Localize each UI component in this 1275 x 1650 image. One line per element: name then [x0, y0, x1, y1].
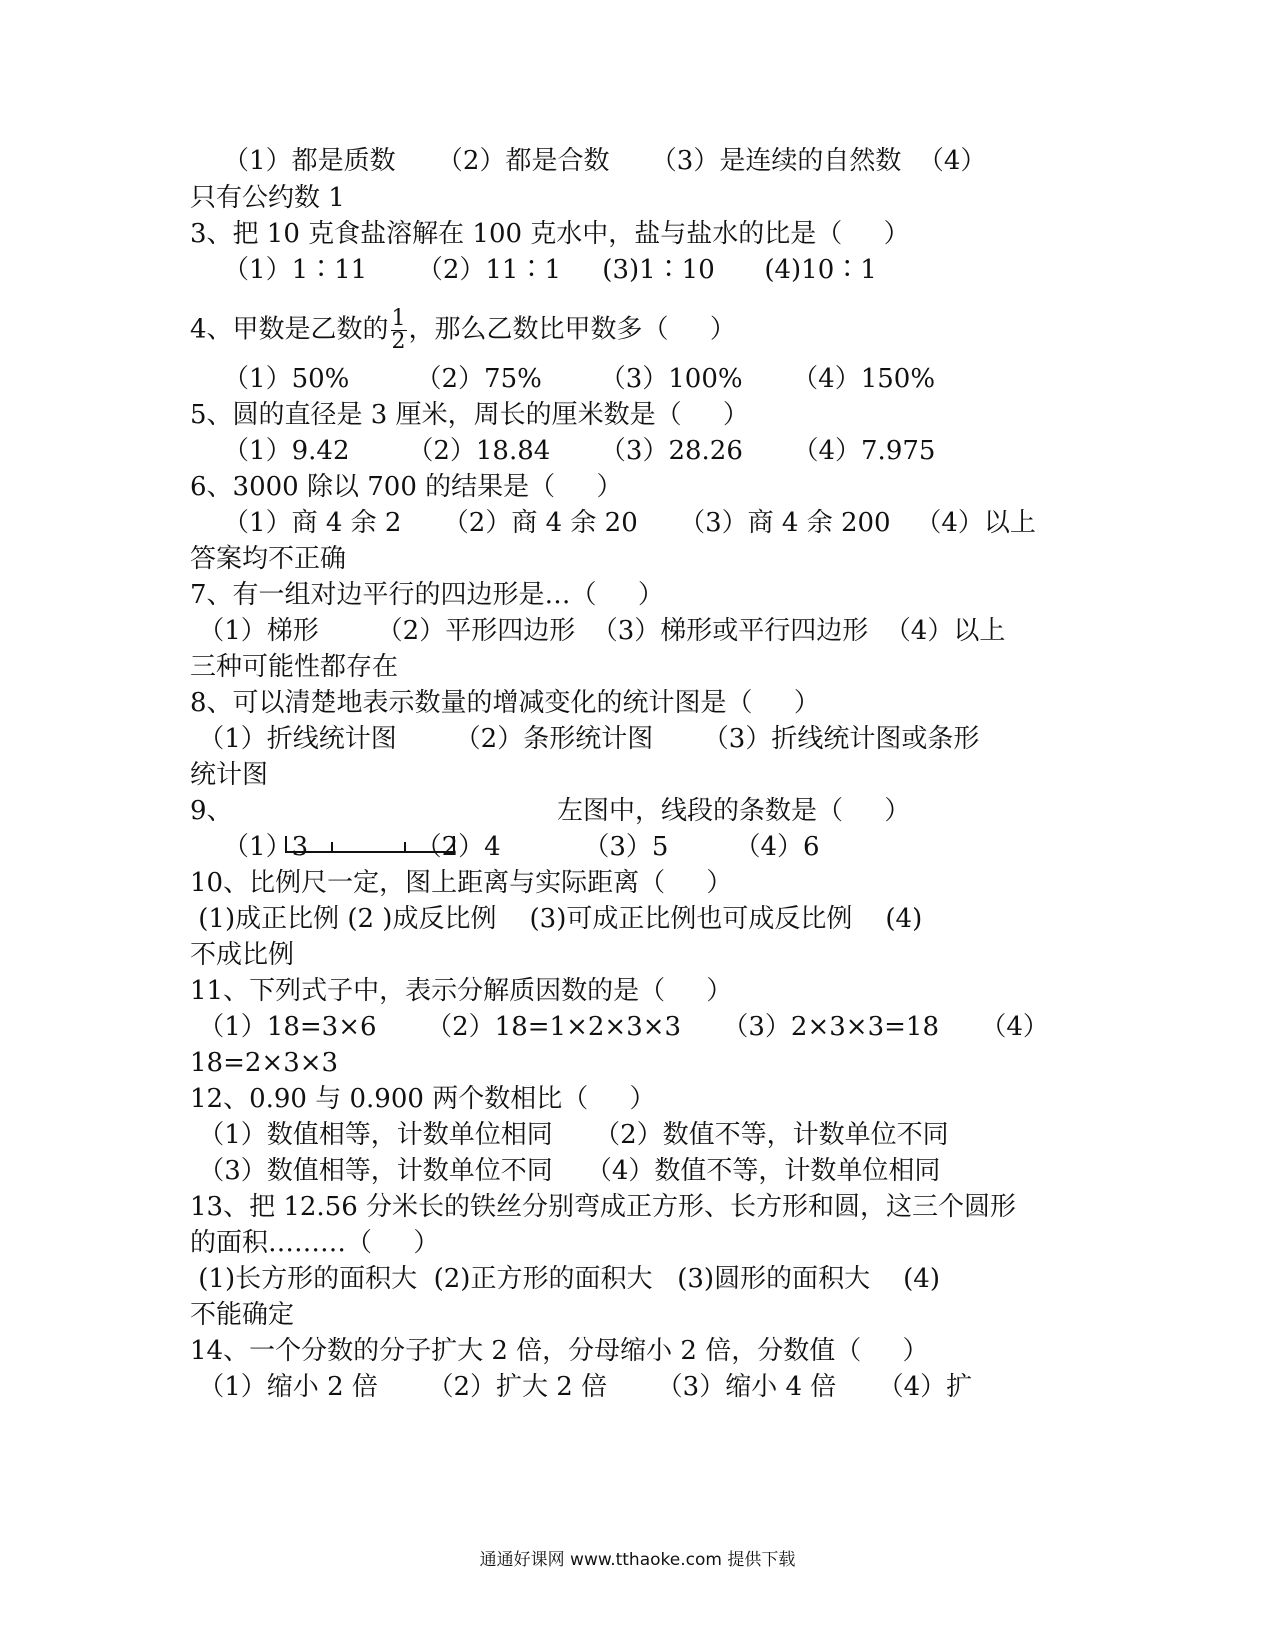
fraction-numerator: 1 [391, 306, 406, 331]
text-line: （1）都是质数 （2）都是合数 （3）是连续的自然数 （4） [190, 146, 987, 176]
question-7: 7、有一组对边平行的四边形是…（ ） [190, 580, 664, 610]
options-11: （1）18=3×6 （2）18=1×2×3×3 （3）2×3×3=18 （4） [190, 1012, 1049, 1042]
question-13: 13、把 12.56 分米长的铁丝分别弯成正方形、长方形和圆，这三个圆形 [190, 1192, 1017, 1222]
question-9: 左图中，线段的条数是（ ） [557, 796, 911, 826]
question-4 [190, 308, 1090, 353]
question-9-number: 9、 [190, 796, 233, 826]
question-6: 6、3000 除以 700 的结果是（ ） [190, 472, 623, 502]
text-line: 统计图 [190, 760, 269, 790]
options-3: （1）1∶11 （2）11∶1 (3)1∶10 (4)10∶1 [190, 255, 877, 285]
options-12a: （1）数值相等，计数单位相同 （2）数值不等，计数单位不同 [190, 1120, 949, 1150]
text-line: 的面积………（ ） [190, 1228, 440, 1258]
question-3: 3、把 10 克食盐溶解在 100 克水中，盐与盐水的比是（ ） [190, 219, 910, 249]
options-6: （1）商 4 余 2 （2）商 4 余 20 （3）商 4 余 200 （4）以上 [190, 508, 1036, 538]
question-10: 10、比例尺一定，图上距离与实际距离（ ） [190, 868, 733, 898]
q4-text-after: ，那么乙数比甲数多（ ） [408, 314, 736, 345]
question-14: 14、一个分数的分子扩大 2 倍，分母缩小 2 倍，分数值（ ） [190, 1336, 929, 1366]
text-line: 18=2×3×3 [190, 1048, 339, 1078]
text-line: 不能确定 [190, 1300, 295, 1330]
options-8: （1）折线统计图 （2）条形统计图 （3）折线统计图或条形 [190, 724, 980, 754]
options-9: （1）3 （2）4 （3）5 （4）6 [190, 832, 820, 862]
question-12: 12、0.90 与 0.900 两个数相比（ ） [190, 1084, 656, 1114]
options-14: （1）缩小 2 倍 （2）扩大 2 倍 （3）缩小 4 倍 （4）扩 [190, 1372, 973, 1402]
text-line: 不成比例 [190, 940, 295, 970]
options-5: （1）9.42 （2）18.84 （3）28.26 （4）7.975 [190, 436, 936, 466]
options-10: (1)成正比例 (2 )成反比例 (3)可成正比例也可成反比例 (4) [190, 904, 923, 934]
options-13: (1)长方形的面积大 (2)正方形的面积大 (3)圆形的面积大 (4) [190, 1264, 940, 1294]
text-line: 只有公约数 1 [190, 183, 345, 213]
options-12b: （3）数值相等，计数单位不同 （4）数值不等，计数单位相同 [190, 1156, 941, 1186]
question-8: 8、可以清楚地表示数量的增减变化的统计图是（ ） [190, 688, 820, 718]
fraction-one-half [391, 308, 407, 353]
text-line: 答案均不正确 [190, 544, 347, 574]
question-5: 5、圆的直径是 3 厘米，周长的厘米数是（ ） [190, 400, 749, 430]
text-line: 三种可能性都存在 [190, 652, 399, 682]
q4-text-before: 4、甲数是乙数的 [190, 314, 389, 345]
options-4: （1）50% （2）75% （3）100% （4）150% [190, 364, 936, 394]
fraction-denominator: 2 [391, 329, 406, 354]
question-11: 11、下列式子中，表示分解质因数的是（ ） [190, 976, 733, 1006]
page-footer: 通通好课网 www.tthaoke.com 提供下载 [479, 1550, 796, 1570]
options-7: （1）梯形 （2）平形四边形 （3）梯形或平行四边形 （4）以上 [190, 616, 1006, 646]
